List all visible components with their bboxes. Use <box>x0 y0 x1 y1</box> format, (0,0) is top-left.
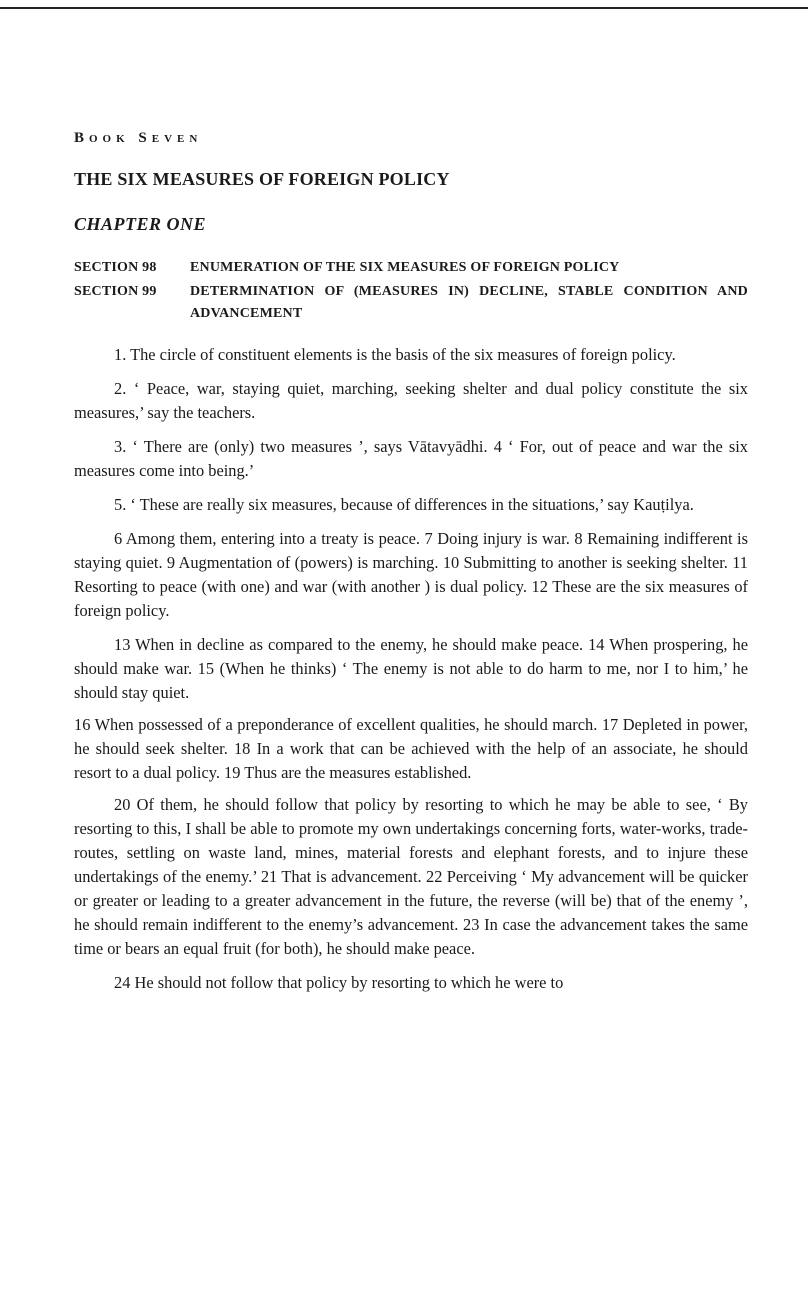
section-title: ENUMERATION OF THE SIX MEASURES OF FOREIGN POLICY <box>190 260 620 275</box>
section-heading <box>74 257 748 279</box>
chapter-heading: CHAPTER ONE <box>74 214 207 234</box>
book-label: Book Seven <box>74 130 203 146</box>
section-heading <box>74 281 748 325</box>
paragraph: 3. ‘ There are (only) two measures ’, says Vātavyādhi. 4 ‘ For, out of peace and war the six measures come into being.’ <box>74 437 748 480</box>
paragraph: 6 Among them, entering into a treaty is peace. 7 Doing injury is war. 8 Remaining indifferent is staying quiet. 9 Augmentation of (powers) is marching. 10 Submitting to another is seeking shelter. 11 Resorting to peace (with one) and war (with another ) is dual policy. 12 These are the six measures of foreign policy. <box>74 529 748 620</box>
book-page <box>74 130 748 1005</box>
paragraph: 20 Of them, he should follow that policy by resorting to which he may be able to see, ‘ By resorting to this, I shall be able to promote my own undertakings concerning forts, water-works, trade-routes, settling on waste land, mines, material forests and elephant forests, and to injure these undertakings of the enemy.’ 21 That is advancement. 22 Perceiving ‘ My advancement will be quicker or greater or leading to a greater advancement in the future, the reverse (will be) that of the enemy ’, he should remain indifferent to the enemy’s advancement. 23 In case the advancement takes the same time or bears an equal fruit (for both), he should make peace. <box>74 795 748 958</box>
paragraph: 24 He should not follow that policy by resorting to which he were to <box>114 973 564 992</box>
section-number: SECTION 99 <box>74 284 157 299</box>
paragraph: 1. The circle of constituent elements is the basis of the six measures of foreign policy. <box>114 345 676 364</box>
book-title: THE SIX MEASURES OF FOREIGN POLICY <box>74 169 450 189</box>
paragraph: 2. ‘ Peace, war, staying quiet, marching, seeking shelter and dual policy constitute the six measures,’ say the teachers. <box>74 379 748 422</box>
section-number: SECTION 98 <box>74 260 157 275</box>
paragraph: 16 When possessed of a preponderance of excellent qualities, he should march. 17 Depleted in power, he should seek shelter. 18 In a work that can be achieved with the help of an associate, he should resort to a dual policy. 19 Thus are the measures established. <box>74 715 748 782</box>
top-border-rule <box>0 7 808 9</box>
paragraph: 13 When in decline as compared to the enemy, he should make peace. 14 When prospering, he should make war. 15 (When he thinks) ‘ The enemy is not able to do harm to me, nor I to him,’ he should stay quiet. <box>74 635 748 702</box>
section-list <box>74 257 748 325</box>
section-title: DETERMINATION OF (MEASURES IN) DECLINE, STABLE CONDITION AND ADVANCEMENT <box>190 284 748 321</box>
paragraph: 5. ‘ These are really six measures, because of differences in the situations,’ say Kauṭilya. <box>114 495 694 514</box>
